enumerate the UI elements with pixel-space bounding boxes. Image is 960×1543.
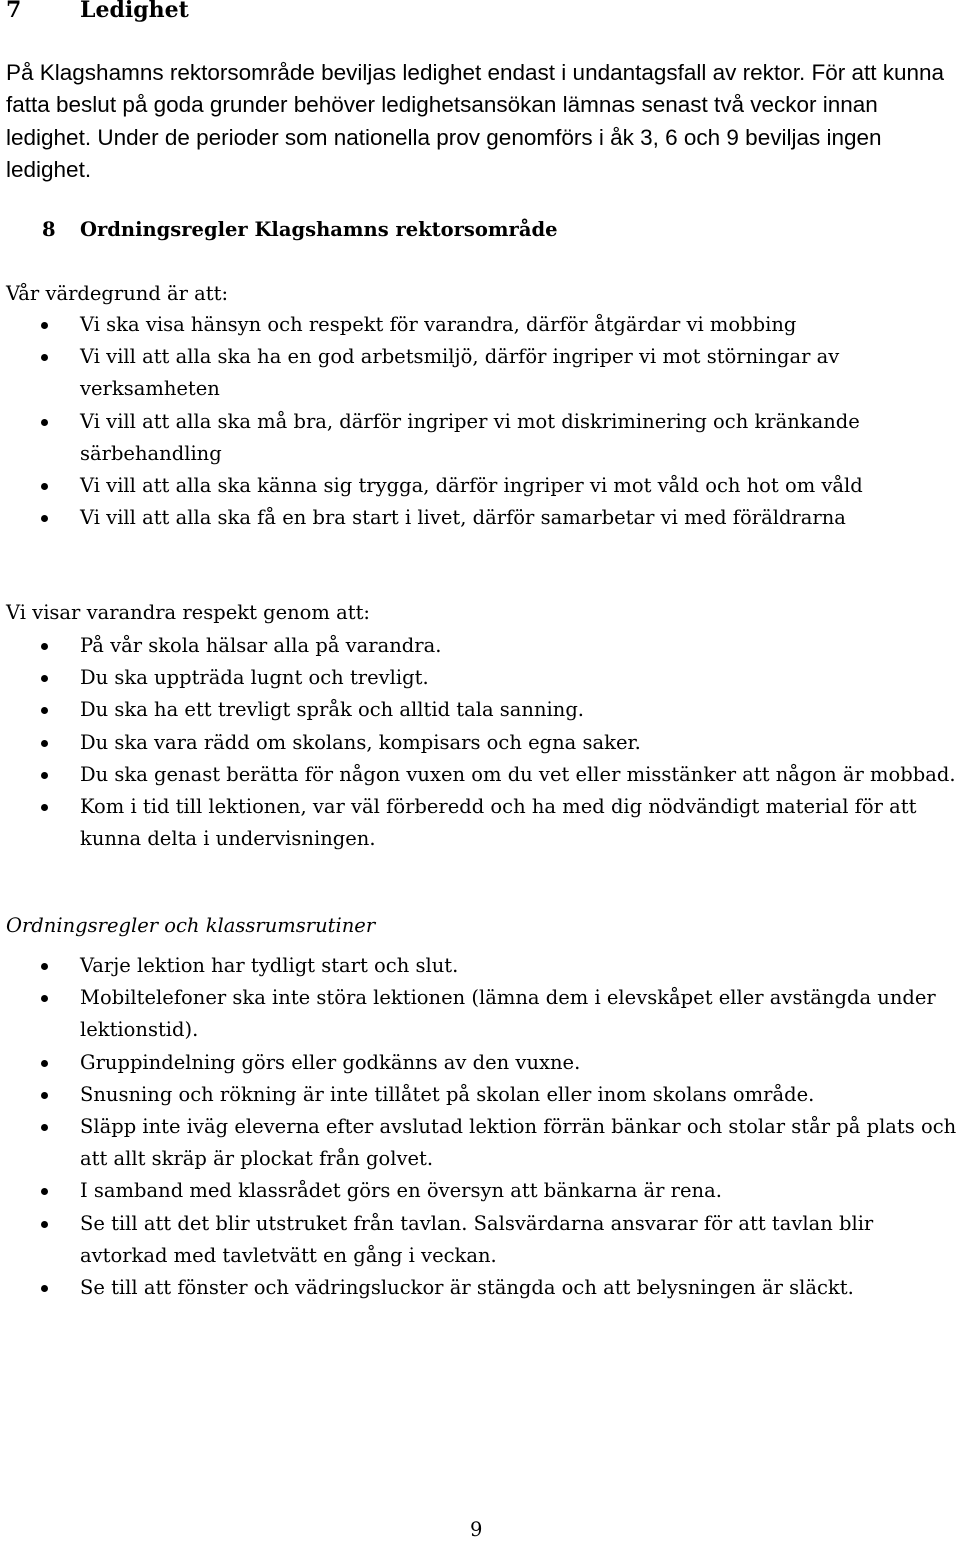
list-item: Vi ska visa hänsyn och respekt för varandra, därför åtgärdar vi mobbing	[0, 309, 960, 341]
section-7-heading	[6, 0, 189, 26]
list-item: Släpp inte iväg eleverna efter avslutad lektion förrän bänkar och stolar står på plats och att allt skräp är plockat från golvet.	[0, 1111, 960, 1175]
bullet-icon	[41, 772, 48, 779]
list-item: Du ska uppträda lugnt och trevligt.	[0, 662, 960, 694]
list-item: Varje lektion har tydligt start och slut.	[0, 950, 960, 982]
classroom-heading: Ordningsregler och klassrumsrutiner	[6, 914, 376, 937]
bullet-icon	[41, 740, 48, 747]
bullet-icon	[41, 515, 48, 522]
bullet-icon	[41, 1092, 48, 1099]
list-item: Gruppindelning görs eller godkänns av den vuxne.	[0, 1047, 960, 1079]
bullet-icon	[41, 1124, 48, 1131]
list-item: På vår skola hälsar alla på varandra.	[0, 630, 960, 662]
bullet-icon	[41, 1188, 48, 1195]
bullet-icon	[41, 354, 48, 361]
list-item: Vi vill att alla ska få en bra start i livet, därför samarbetar vi med föräldrarna	[0, 502, 960, 534]
bullet-icon	[41, 483, 48, 490]
section-8-heading	[42, 214, 558, 246]
bullet-icon	[41, 707, 48, 714]
list-item: Vi vill att alla ska känna sig trygga, därför ingriper vi mot våld och hot om våld	[0, 470, 960, 502]
values-intro: Vår värdegrund är att:	[6, 282, 229, 305]
bullet-icon	[41, 804, 48, 811]
bullet-icon	[41, 1285, 48, 1292]
section-7-number: 7	[6, 0, 22, 23]
bullet-icon	[41, 643, 48, 650]
values-list	[0, 309, 960, 534]
list-item: Se till att det blir utstruket från tavlan. Salsvärdarna ansvarar för att tavlan blir avtorkad med tavletvätt en gång i veckan.	[0, 1208, 960, 1272]
list-item: Du ska genast berätta för någon vuxen om du vet eller misstänker att någon är mobbad.	[0, 759, 960, 791]
bullet-icon	[41, 675, 48, 682]
list-item: Vi vill att alla ska må bra, därför ingriper vi mot diskriminering och kränkande särbehandling	[0, 406, 960, 470]
page-number: 9	[470, 1518, 483, 1541]
bullet-icon	[41, 1221, 48, 1228]
bullet-icon	[41, 963, 48, 970]
list-item: Du ska ha ett trevligt språk och alltid tala sanning.	[0, 694, 960, 726]
list-item: I samband med klassrådet görs en översyn att bänkarna är rena.	[0, 1175, 960, 1207]
list-item: Vi vill att alla ska ha en god arbetsmiljö, därför ingriper vi mot störningar av verksamheten	[0, 341, 960, 405]
section-8-number: 8	[42, 218, 56, 241]
list-item: Se till att fönster och vädringsluckor är stängda och att belysningen är släckt.	[0, 1272, 960, 1304]
bullet-icon	[41, 995, 48, 1002]
classroom-list	[0, 950, 960, 1304]
list-item: Kom i tid till lektionen, var väl förberedd och ha med dig nödvändigt material för att kunna delta i undervisningen.	[0, 791, 960, 855]
bullet-icon	[41, 322, 48, 329]
section-8-title: Ordningsregler Klagshamns rektorsområde	[80, 218, 558, 241]
list-item: Du ska vara rädd om skolans, kompisars och egna saker.	[0, 727, 960, 759]
bullet-icon	[41, 419, 48, 426]
list-item: Mobiltelefoner ska inte störa lektionen (lämna dem i elevskåpet eller avstängda under lektionstid).	[0, 982, 960, 1046]
section-7-title: Ledighet	[80, 0, 189, 23]
list-item: Snusning och rökning är inte tillåtet på skolan eller inom skolans område.	[0, 1079, 960, 1111]
section-7-paragraph: På Klagshamns rektorsområde beviljas ledighet endast i undantagsfall av rektor. För att kunna fatta beslut på goda grunder behöver ledighetsansökan lämnas senast två veckor innan ledighet. Under de perioder som nationella prov genomförs i åk 3, 6 och 9 beviljas ingen ledighet.	[6, 60, 945, 183]
bullet-icon	[41, 1060, 48, 1067]
respect-list	[0, 630, 960, 855]
respect-intro: Vi visar varandra respekt genom att:	[6, 601, 370, 624]
